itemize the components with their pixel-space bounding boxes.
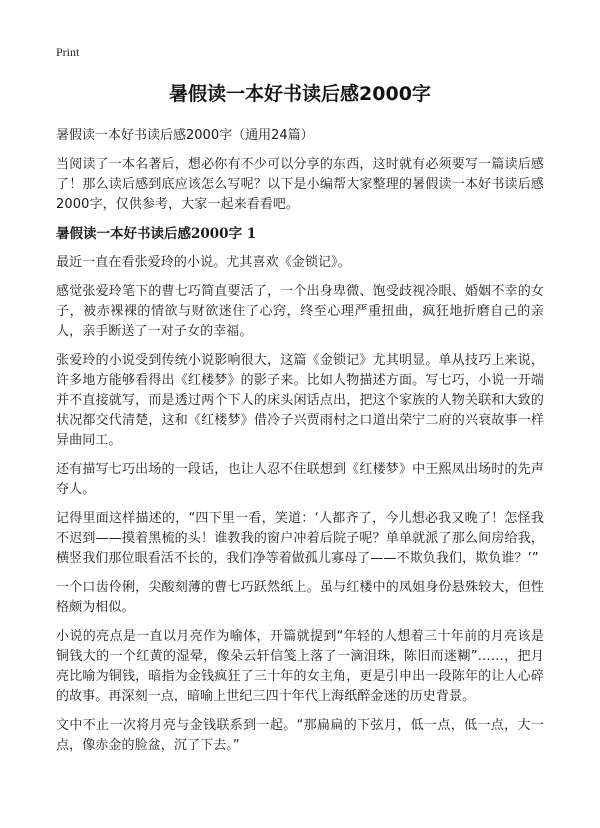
document-title: 暑假读一本好书读后感2000字 xyxy=(169,83,431,105)
body-paragraph: 记得里面这样描述的，“四下里一看，笑道：‘人都齐了，今儿想必我又晚了！怎怪我不迟到——摸着黑梳的头！谁教我的窗户冲着后院子呢？单单就派了那么间房给我，横竖我们那位眼看活不长的，我们净等着做孤儿寡母了——不欺负我们，欺负谁？’” xyxy=(56,511,544,566)
print-label: Print xyxy=(56,45,80,59)
body-paragraph: 张爱玲的小说受到传统小说影响很大，这篇《金锁记》尤其明显。单从技巧上来说，许多地方能够看得出《红楼梦》的影子来。比如人物描述方面。写七巧，小说一开端并不直接就写，而是透过两个下人的床头闲话点出，把这个家族的人物关联和大致的状况都交代清楚，这和《红楼梦》借冷子兴贾雨村之口道出荣宁二府的兴衰故事一样异曲同工。 xyxy=(56,353,544,448)
section-heading: 暑假读一本好书读后感2000字 1 xyxy=(56,226,257,242)
document-subtitle: 暑假读一本好书读后感2000字（通用24篇） xyxy=(56,128,314,143)
body-paragraph: 一个口齿伶俐，尖酸刻薄的曹七巧跃然纸上。虽与红楼中的凤姐身份悬殊较大，但性格颇为相似。 xyxy=(56,580,544,615)
body-paragraph: 小说的亮点是一直以月亮作为喻体，开篇就提到“年轻的人想着三十年前的月亮该是铜钱大的一个红黄的湿晕，像朵云轩信笺上落了一滴泪珠，陈旧而迷糊”……，把月亮比喻为铜钱，暗指为金钱疯狂了三十年的女主角，更是引申出一段陈年的让人心碎的故事。再深刻一点，暗喻上世纪三四十年代上海纸醉金迷的历史背景。 xyxy=(56,629,544,704)
body-paragraph: 文中不止一次将月亮与金钱联系到一起。“那扁扁的下弦月，低一点，低一点，大一点，像赤金的脸盆，沉了下去。” xyxy=(56,718,544,753)
intro-paragraph: 当阅读了一本名著后，想必你有不少可以分享的东西，这时就有必须要写一篇读后感了！那么读后感到底应该怎么写呢？以下是小编帮大家整理的暑假读一本好书读后感2000字，仅供参考，大家一起来看看吧。 xyxy=(56,157,544,212)
body-paragraph: 感觉张爱玲笔下的曹七巧简直要活了，一个出身卑微、饱受歧视冷眼、婚姻不幸的女子，被赤裸裸的情欲与财欲迷住了心窍，终至心理严重扭曲，疯狂地折磨自己的亲人，亲手断送了一对子女的幸福。 xyxy=(56,284,544,339)
body-paragraph: 最近一直在看张爱玲的小说。尤其喜欢《金锁记》。 xyxy=(56,255,351,270)
body-paragraph: 还有描写七巧出场的一段话，也让人忍不住联想到《红楼梦》中王熙凤出场时的先声夺人。 xyxy=(56,462,544,497)
